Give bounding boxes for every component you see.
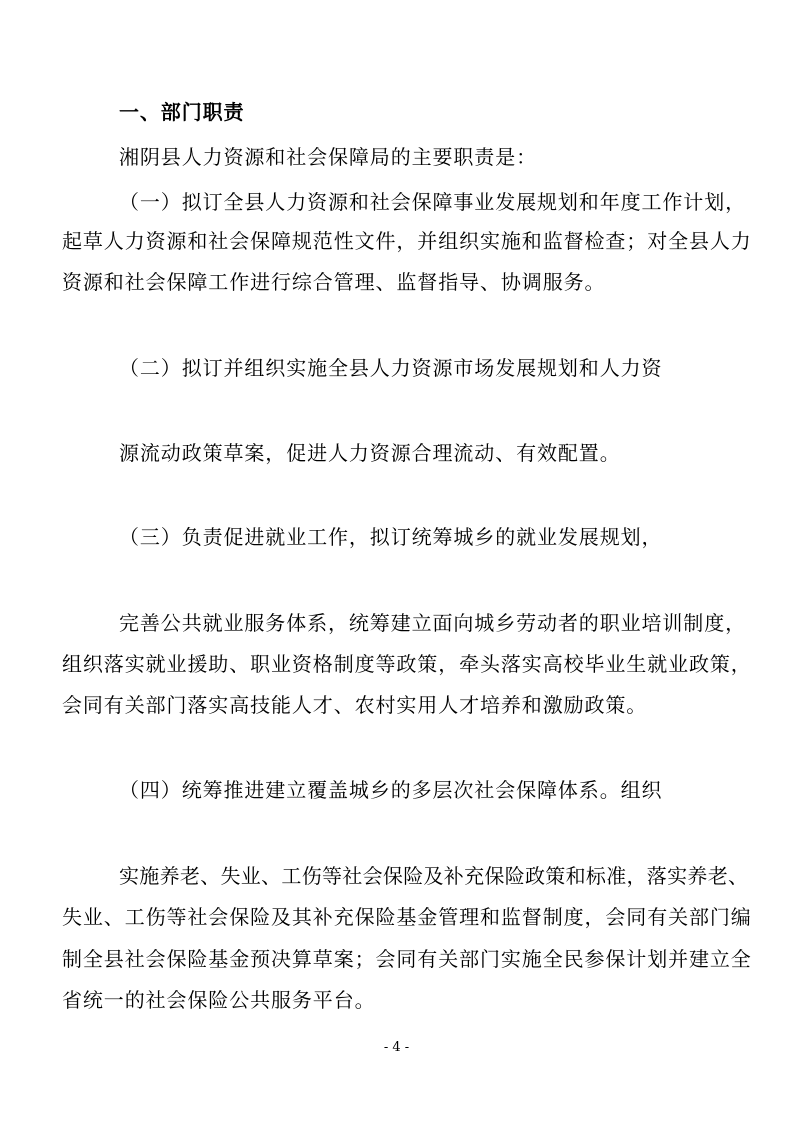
item3-line3: 组织落实就业援助、职业资格制度等政策，牵头落实高校毕业生就业政策， xyxy=(62,652,752,676)
item1-line3: 资源和社会保障工作进行综合管理、监督指导、协调服务。 xyxy=(62,270,606,294)
item3-line1: （三）负责促进就业工作，拟订统筹城乡的就业发展规划， xyxy=(119,525,663,549)
item2-line2: 源流动政策草案，促进人力资源合理流动、有效配置。 xyxy=(119,441,621,465)
intro-paragraph: 湘阴县人力资源和社会保障局的主要职责是： xyxy=(119,145,537,169)
item4-line3: 失业、工伤等社会保险及其补充保险基金管理和监督制度，会同有关部门编 xyxy=(62,905,752,929)
page-number: - 4 - xyxy=(383,1040,410,1055)
item1-line1: （一）拟订全县人力资源和社会保障事业发展规划和年度工作计划， xyxy=(119,190,746,214)
item4-line1: （四）统筹推进建立覆盖城乡的多层次社会保障体系。组织 xyxy=(119,778,663,802)
item4-line5: 省统一的社会保险公共服务平台。 xyxy=(62,988,376,1012)
item4-line4: 制全县社会保险基金预决算草案；会同有关部门实施全民参保计划并建立全 xyxy=(62,947,752,971)
item4-line2: 实施养老、失业、工伤等社会保险及补充保险政策和标准，落实养老、 xyxy=(119,864,749,888)
item1-line2: 起草人力资源和社会保障规范性文件，并组织实施和监督检查；对全县人力 xyxy=(62,229,752,253)
item3-line4: 会同有关部门落实高技能人才、农村实用人才培养和激励政策。 xyxy=(62,693,648,717)
section-heading: 一、部门职责 xyxy=(119,100,245,124)
item3-line2: 完善公共就业服务体系，统筹建立面向城乡劳动者的职业培训制度， xyxy=(119,611,746,635)
item2-line1: （二）拟订并组织实施全县人力资源市场发展规划和人力资 xyxy=(119,356,663,380)
